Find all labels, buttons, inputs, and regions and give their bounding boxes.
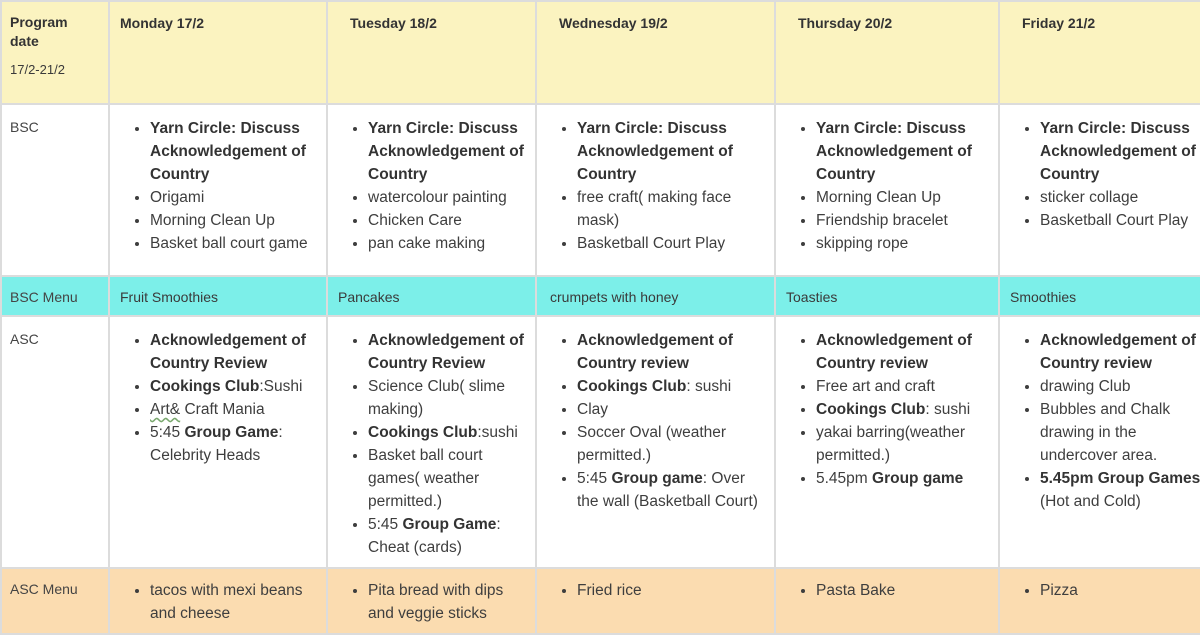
activity-time: 5.45pm xyxy=(816,470,873,487)
day-label: Monday 17/2 xyxy=(120,15,205,31)
activity-title: Acknowledgement of Country review xyxy=(577,332,733,372)
activity-title: 5.45pm Group Games xyxy=(1040,470,1200,487)
activity-text: Morning Clean Up xyxy=(816,189,941,206)
day-header-friday xyxy=(999,1,1200,104)
activity-text: (Hot and Cold) xyxy=(1040,493,1141,510)
day-label: Thursday 20/2 xyxy=(798,15,893,31)
activity-list xyxy=(537,329,774,513)
activity-title: Cookings Club xyxy=(577,378,687,395)
bsc-cell xyxy=(327,104,536,276)
asc-menu-row xyxy=(1,568,1200,634)
activity-text: Free art and craft xyxy=(816,378,935,395)
activity-item xyxy=(577,375,768,398)
row-label-asc-menu: ASC Menu xyxy=(10,581,78,597)
menu-list xyxy=(537,579,774,602)
activity-item xyxy=(816,398,992,421)
activity-item xyxy=(577,421,768,467)
bsc-row xyxy=(1,104,1200,276)
activity-text: sticker collage xyxy=(1040,189,1139,206)
header-row xyxy=(1,1,1200,104)
activity-item xyxy=(816,421,992,467)
activity-item xyxy=(1040,209,1200,232)
asc-menu-label-cell xyxy=(1,568,109,634)
activity-item xyxy=(150,117,320,186)
activity-title: Cookings Club xyxy=(816,401,926,418)
asc-menu-cell xyxy=(109,568,327,634)
activity-text: drawing Club xyxy=(1040,378,1131,395)
activity-title: Cookings Club xyxy=(368,424,478,441)
activity-title: Group Game xyxy=(402,516,497,533)
activity-list xyxy=(1000,117,1200,232)
activity-text: :sushi xyxy=(477,424,518,441)
row-label-bsc: BSC xyxy=(10,119,39,135)
activity-item xyxy=(816,186,992,209)
activity-text: Basket ball court game xyxy=(150,235,308,252)
activity-title: Group game xyxy=(872,470,964,487)
program-date-label: Program date xyxy=(10,14,68,49)
activity-item xyxy=(816,329,992,375)
activity-list xyxy=(1000,329,1200,513)
activity-item xyxy=(368,375,529,421)
asc-cell xyxy=(999,316,1200,568)
activity-item xyxy=(368,186,529,209)
activity-text: Basketball Court Play xyxy=(577,235,726,252)
activity-text: Friendship bracelet xyxy=(816,212,948,229)
activity-list xyxy=(776,329,998,490)
activity-text: Morning Clean Up xyxy=(150,212,275,229)
menu-list xyxy=(776,579,998,602)
activity-title: Group Game xyxy=(184,424,279,441)
bsc-menu-cell xyxy=(109,276,327,316)
day-header-wednesday xyxy=(536,1,775,104)
activity-item xyxy=(368,232,529,255)
activity-title: Acknowledgement of Country review xyxy=(1040,332,1196,372)
program-date-range: 17/2-21/2 xyxy=(10,62,65,77)
menu-item: Fruit Smoothies xyxy=(120,289,219,305)
activity-text: :Sushi xyxy=(259,378,303,395)
activity-text: Clay xyxy=(577,401,609,418)
activity-text: skipping rope xyxy=(816,235,909,252)
activity-title: Acknowledgement of Country review xyxy=(816,332,972,372)
day-header-tuesday xyxy=(327,1,536,104)
activity-text: Basket ball court games( weather permitted.) xyxy=(368,447,483,510)
bsc-menu-cell xyxy=(327,276,536,316)
menu-item: Toasties xyxy=(786,289,838,305)
activity-item xyxy=(368,513,529,559)
menu-item: • Pasta Bake xyxy=(816,579,992,602)
activity-title: Yarn Circle: Discuss Acknowledgement of Country xyxy=(1040,120,1196,183)
activity-item xyxy=(368,117,529,186)
bsc-menu-cell xyxy=(775,276,999,316)
activity-text: Bubbles and Chalk drawing in the undercover area. xyxy=(1040,401,1171,464)
activity-title: Yarn Circle: Discuss Acknowledgement of Country xyxy=(816,120,972,183)
activity-text: free craft( making face mask) xyxy=(577,189,732,229)
activity-text: : Over the wall (Basketball Court) xyxy=(577,470,758,510)
menu-item: • Pita bread with dips and veggie sticks xyxy=(368,579,529,625)
activity-text: : sushi xyxy=(925,401,971,418)
day-label: Wednesday 19/2 xyxy=(559,15,668,31)
activity-item xyxy=(577,398,768,421)
asc-menu-cell xyxy=(999,568,1200,634)
activity-item xyxy=(816,117,992,186)
bsc-menu-cell xyxy=(999,276,1200,316)
activity-item xyxy=(150,232,320,255)
menu-list xyxy=(328,579,535,625)
bsc-menu-cell xyxy=(536,276,775,316)
activity-list xyxy=(776,117,998,255)
activity-item xyxy=(577,467,768,513)
activity-text: pan cake making xyxy=(368,235,486,252)
menu-item: • tacos with mexi beans and cheese xyxy=(150,579,320,625)
day-label: Friday 21/2 xyxy=(1022,15,1096,31)
activity-item xyxy=(1040,467,1200,513)
asc-cell xyxy=(327,316,536,568)
activity-text: : sushi xyxy=(686,378,732,395)
activity-item xyxy=(816,232,992,255)
program-date-cell xyxy=(1,1,109,104)
activity-list xyxy=(328,117,535,255)
activity-title: Yarn Circle: Discuss Acknowledgement of Country xyxy=(150,120,306,183)
menu-item: • Pizza xyxy=(1040,579,1200,602)
day-header-thursday xyxy=(775,1,999,104)
menu-item: Pancakes xyxy=(338,289,400,305)
asc-row xyxy=(1,316,1200,568)
activity-title: Acknowledgement of Country Review xyxy=(150,332,306,372)
row-label-bsc-menu: BSC Menu xyxy=(10,289,78,305)
activity-item xyxy=(577,329,768,375)
activity-item xyxy=(1040,186,1200,209)
activity-item xyxy=(150,329,320,375)
activity-item xyxy=(1040,375,1200,398)
activity-item xyxy=(577,186,768,232)
activity-list xyxy=(537,117,774,255)
bsc-cell xyxy=(109,104,327,276)
activity-item xyxy=(577,232,768,255)
activity-item xyxy=(577,117,768,186)
activity-item xyxy=(1040,398,1200,467)
activity-item xyxy=(1040,117,1200,186)
activity-text: Origami xyxy=(150,189,205,206)
activity-item xyxy=(150,209,320,232)
activity-text: watercolour painting xyxy=(368,189,507,206)
activity-item xyxy=(368,209,529,232)
row-label-asc: ASC xyxy=(10,331,39,347)
asc-menu-cell xyxy=(536,568,775,634)
bsc-menu-label-cell xyxy=(1,276,109,316)
menu-item: • Fried rice xyxy=(577,579,768,602)
bsc-cell xyxy=(999,104,1200,276)
activity-list xyxy=(328,329,535,559)
asc-cell xyxy=(536,316,775,568)
asc-cell xyxy=(109,316,327,568)
activity-item xyxy=(150,186,320,209)
activity-title: Yarn Circle: Discuss Acknowledgement of Country xyxy=(368,120,524,183)
day-header-monday xyxy=(109,1,327,104)
activity-time: 5:45 xyxy=(150,424,185,441)
activity-title: Yarn Circle: Discuss Acknowledgement of Country xyxy=(577,120,733,183)
activity-time: 5:45 xyxy=(577,470,612,487)
activity-text: Chicken Care xyxy=(368,212,462,229)
activity-item xyxy=(150,398,320,421)
activity-text: Art& Craft Mania xyxy=(150,401,265,418)
spellcheck-underline: Art& xyxy=(150,401,181,418)
activity-item xyxy=(150,375,320,398)
activity-text: yakai barring(weather permitted.) xyxy=(816,424,966,464)
activity-list xyxy=(110,117,326,255)
bsc-cell xyxy=(775,104,999,276)
activity-title: Cookings Club xyxy=(150,378,260,395)
activity-item xyxy=(816,375,992,398)
activity-item xyxy=(368,421,529,444)
activity-text: : Cheat (cards) xyxy=(368,516,501,556)
asc-menu-cell xyxy=(775,568,999,634)
activity-text: Soccer Oval (weather permitted.) xyxy=(577,424,727,464)
menu-item: Smoothies xyxy=(1010,289,1077,305)
bsc-label-cell xyxy=(1,104,109,276)
activity-item xyxy=(816,209,992,232)
bsc-cell xyxy=(536,104,775,276)
activity-list xyxy=(110,329,326,467)
activity-item xyxy=(368,329,529,375)
asc-cell xyxy=(775,316,999,568)
activity-item xyxy=(816,467,992,490)
activity-time: 5:45 xyxy=(368,516,403,533)
day-label: Tuesday 18/2 xyxy=(350,15,437,31)
menu-item: crumpets with honey xyxy=(550,289,679,305)
asc-label-cell xyxy=(1,316,109,568)
menu-list xyxy=(1000,579,1200,602)
activity-item xyxy=(1040,329,1200,375)
bsc-menu-row xyxy=(1,276,1200,316)
menu-list xyxy=(110,579,326,625)
activity-title: Group game xyxy=(611,470,703,487)
activity-item xyxy=(150,421,320,467)
activity-item xyxy=(368,444,529,513)
activity-text: : Celebrity Heads xyxy=(150,424,283,464)
activity-title: Acknowledgement of Country Review xyxy=(368,332,524,372)
asc-menu-cell xyxy=(327,568,536,634)
activity-text: Basketball Court Play xyxy=(1040,212,1189,229)
activity-text: Science Club( slime making) xyxy=(368,378,505,418)
